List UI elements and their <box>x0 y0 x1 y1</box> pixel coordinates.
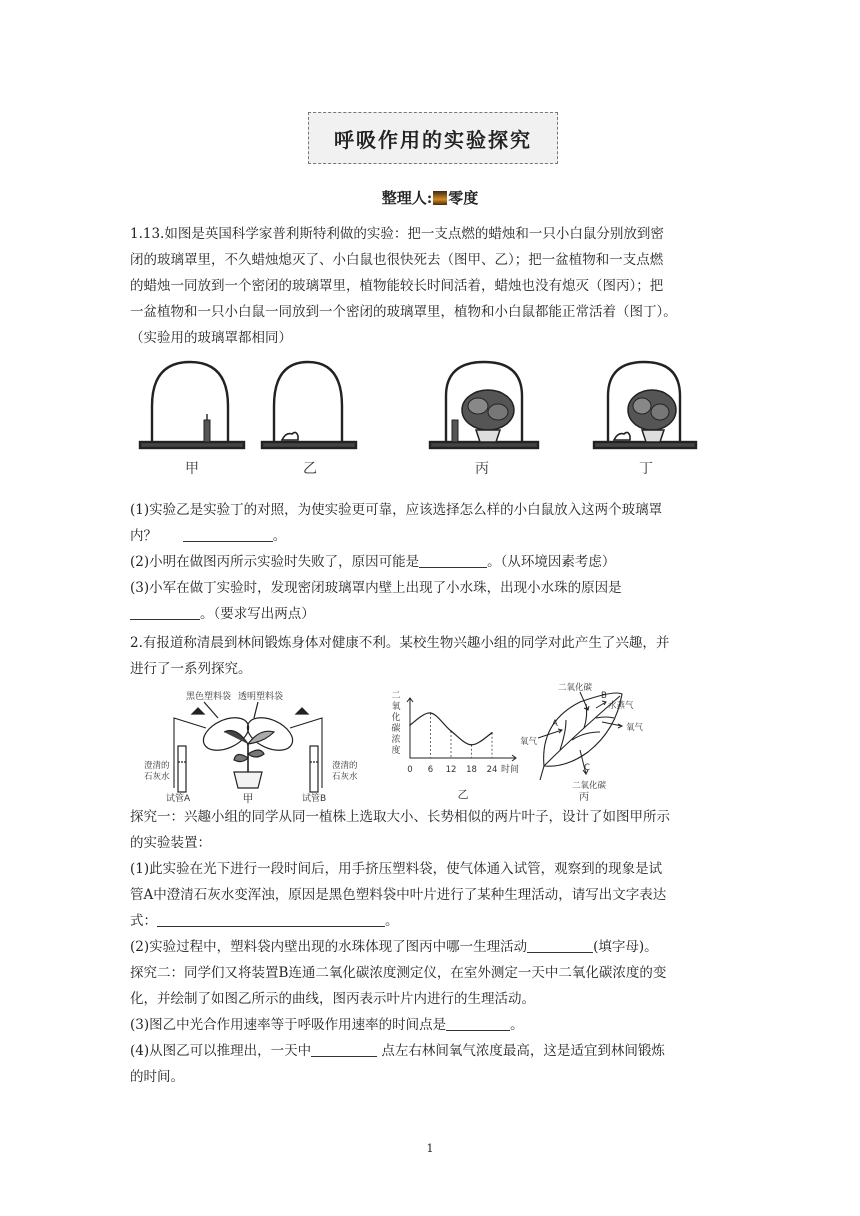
oxygen-right-label: 氧气 <box>626 723 644 733</box>
chart-ylabel-char: 化 <box>391 713 401 723</box>
chart-ylabel-char: 浓 <box>391 735 401 745</box>
bell-jar-ding <box>594 362 696 448</box>
q2-figure-bing-leaf <box>510 680 730 806</box>
bell-jar-jia <box>140 362 244 448</box>
p2-answer-blank[interactable] <box>527 938 593 953</box>
q1-line-4: 一盆植物和一只小白鼠一同放到一个密闭的玻璃罩里，植物和小白鼠都能正常活着（图丁）。 <box>130 304 677 320</box>
fig-yi-label: 乙 <box>457 788 469 801</box>
q2-figure-yi-chart <box>388 686 528 806</box>
fig-label-jia: 甲 <box>185 461 199 477</box>
c-label: C <box>584 763 590 773</box>
organizer-prefix: 整理人: <box>381 189 433 207</box>
q1-figure-bell-jars <box>130 356 730 480</box>
p1-prefix: 式： <box>130 913 157 929</box>
p1-line-3 <box>130 908 730 934</box>
q1-subquestions <box>130 497 730 627</box>
p3-suffix: 。 <box>510 1017 524 1033</box>
q1-sub2 <box>130 549 730 575</box>
chart-tick-label: 12 <box>445 765 457 775</box>
page-title-text: 呼吸作用的实验探究 <box>334 127 532 152</box>
q1-sub1-prefix: 内？ <box>130 528 157 544</box>
q1-sub1-suffix: 。 <box>272 528 287 544</box>
tube-b-label: 试管B <box>302 794 327 804</box>
probe1-line-2: 的实验装置： <box>130 835 211 851</box>
q1-line-1: 1.13.如图是英国科学家普利斯特利做的实验：把一支点燃的蜡烛和一只小白鼠分别放到密 <box>130 226 664 242</box>
q1-sub2-suffix: 。（从环境因素考虑） <box>487 554 616 570</box>
limewater-left-1: 澄清的 <box>144 761 170 771</box>
p4-answer-blank[interactable] <box>311 1042 377 1057</box>
chart-tick-label: 0 <box>407 765 413 775</box>
chart-axes <box>407 698 516 761</box>
page-number: 1 <box>426 1142 434 1155</box>
q1-line-5: （实验用的玻璃罩都相同） <box>130 330 292 346</box>
limewater-right-2: 石灰水 <box>332 772 358 782</box>
p3-prefix: (3)图乙中光合作用速率等于呼吸作用速率的时间点是 <box>130 1017 447 1033</box>
chart-ylabel-char: 碳 <box>391 724 401 734</box>
chart-ylabel-char: 度 <box>391 746 401 756</box>
co2-top-label: 二氧化碳 <box>558 683 593 693</box>
co2-bottom-label: 二氧化碳 <box>572 781 607 791</box>
probe1-line-1: 探究一：兴趣小组的同学从同一植株上选取大小、长势相似的两片叶子，设计了如图甲所示 <box>130 809 670 825</box>
q1-sub2-prefix: (2)小明在做图丙所示实验时失败了，原因可能是 <box>130 554 420 570</box>
p4-line-1 <box>130 1038 730 1064</box>
p2-prefix: (2)实验过程中，塑料袋内壁出现的水珠体现了图丙中哪一生理活动 <box>130 939 528 955</box>
fig-label-yi: 乙 <box>303 461 317 477</box>
oxygen-left-label: 氧气 <box>520 737 538 747</box>
p1-line-1: (1)此实验在光下进行一段时间后，用手挤压塑料袋，使气体通入试管，观察到的现象是试 <box>130 861 663 877</box>
q1-stem <box>130 221 730 351</box>
tube-a <box>178 746 186 792</box>
q2-intro-line-1: 2.有报道称清晨到林间锻炼身体对健康不利。某校生物兴趣小组的同学对此产生了兴趣，并 <box>130 635 670 651</box>
q2-intro-line-2: 进行了一系列探究。 <box>130 661 252 677</box>
q2-body <box>130 804 730 1090</box>
chart-ylabel-char: 二 <box>391 691 401 701</box>
chart-tick-label: 24 <box>486 765 498 775</box>
fig-label-bing: 丙 <box>475 461 489 477</box>
p2-line <box>130 934 730 960</box>
q1-sub3-answer-blank[interactable] <box>130 605 200 620</box>
chart-tick-label: 18 <box>466 765 477 775</box>
q1-sub1-line-1: (1)实验乙是实验丁的对照，为使实验更可靠，应该选择怎么样的小白鼠放入这两个玻璃罩 <box>130 502 663 518</box>
organizer-logo-icon <box>433 191 447 205</box>
clear-bag-label: 透明塑料袋 <box>238 692 284 702</box>
chart-xlabel: 时间 <box>501 765 520 775</box>
q1-sub2-answer-blank[interactable] <box>419 553 487 568</box>
q2-figure-jia-apparatus <box>138 688 360 806</box>
p1-suffix: 。 <box>385 913 399 929</box>
tube-b <box>310 746 318 792</box>
p3-line <box>130 1012 730 1038</box>
p4-suffix: 点左右林间氧气浓度最高，这是适宜到林间锻炼 <box>377 1043 665 1059</box>
q1-line-3: 的蜡烛一同放到一个密闭的玻璃罩里，植物能较长时间活着，蜡烛也没有熄灭（图丙）；把 <box>130 278 664 294</box>
fig-bing-label: 丙 <box>579 792 589 803</box>
q1-sub3-line-2 <box>130 601 730 627</box>
p3-answer-blank[interactable] <box>446 1016 510 1031</box>
chart-ticks <box>407 765 497 775</box>
chart-ylabel-char: 氧 <box>391 702 401 712</box>
bell-jar-yi <box>262 362 356 448</box>
organizer-line <box>0 187 860 208</box>
q2-intro <box>130 630 730 682</box>
limewater-right-1: 澄清的 <box>332 761 358 771</box>
p2-suffix: (填字母)。 <box>593 939 658 955</box>
black-bag-label: 黑色塑料袋 <box>186 692 232 702</box>
bell-jar-bing <box>430 362 538 448</box>
tube-a-label: 试管A <box>166 794 191 804</box>
page-title <box>308 112 558 164</box>
fig-label-ding: 丁 <box>639 461 653 477</box>
p4-prefix: (4)从图乙可以推理出，一天中 <box>130 1043 312 1059</box>
chart-ylabel <box>391 691 400 756</box>
water-vapor-label: 水蒸气 <box>608 701 634 711</box>
p4-line-2: 的时间。 <box>130 1069 184 1085</box>
chart-tick-label: 6 <box>427 765 434 775</box>
p1-line-2: 管A中澄清石灰水变浑浊，原因是黑色塑料袋中叶片进行了某种生理活动，请写出文字表达 <box>130 887 667 903</box>
limewater-left-2: 石灰水 <box>144 772 170 782</box>
q1-sub1-answer-blank[interactable] <box>183 527 273 542</box>
chart-guides <box>409 712 493 758</box>
q1-sub3-line-1: (3)小军在做丁实验时，发现密闭玻璃罩内壁上出现了小水珠，出现小水珠的原因是 <box>130 580 622 596</box>
p1-answer-blank[interactable] <box>157 912 385 927</box>
organizer-name: 零度 <box>448 189 479 207</box>
probe2-line-2: 化，并绘制了如图乙所示的曲线，图丙表示叶片内进行的生理活动。 <box>130 991 535 1007</box>
q1-sub1-line-2 <box>130 523 730 549</box>
q1-sub3-suffix: 。（要求写出两点） <box>200 606 315 622</box>
b-label: B <box>601 691 607 701</box>
black-bag-outline <box>198 711 253 757</box>
fig-jia-label: 甲 <box>242 792 254 805</box>
a-label: A <box>552 719 558 729</box>
probe2-line-1: 探究二：同学们又将装置B连通二氧化碳浓度测定仪，在室外测定一天中二氧化碳浓度的变 <box>130 965 667 981</box>
q1-line-2: 闭的玻璃罩里，不久蜡烛熄灭了、小白鼠也很快死去（图甲、乙）；把一盆植物和一支点燃 <box>130 252 664 268</box>
